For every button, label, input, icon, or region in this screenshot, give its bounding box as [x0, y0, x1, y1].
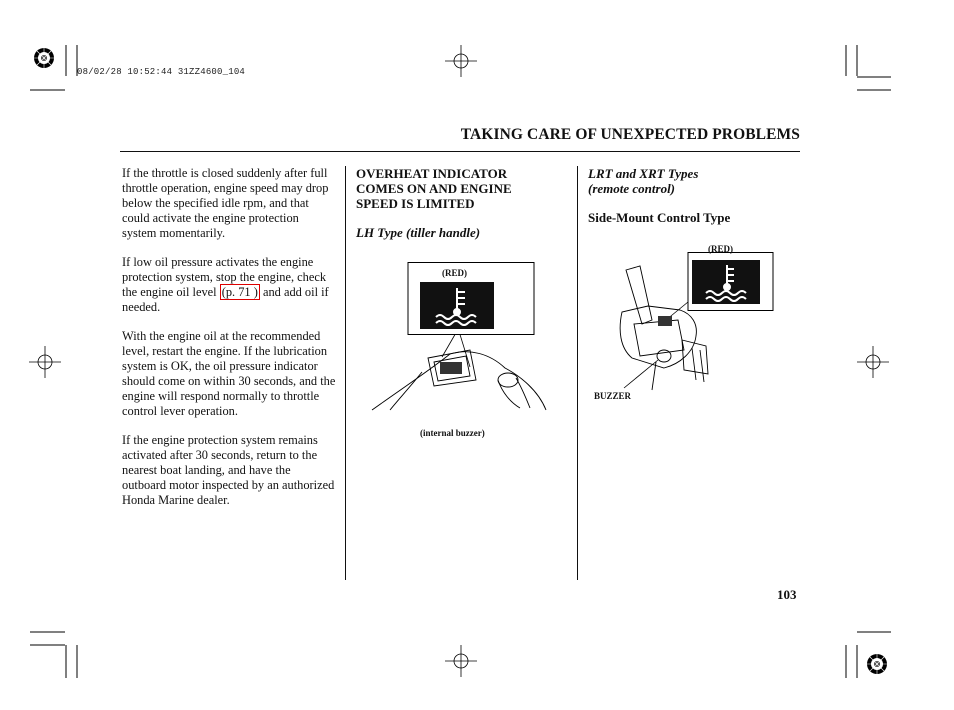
paragraph: If the engine protection system remains activated after 30 seconds, return to the nearest boat landing, and have the outboard motor inspected by an authorized Honda Marine dealer.: [122, 433, 335, 507]
red-indicator-label: (RED): [708, 244, 733, 254]
side-mount-illustration: [594, 240, 774, 405]
side-mount-figure: [594, 240, 774, 405]
subheading-line: LRT and XRT Types: [588, 166, 699, 181]
paragraph: If the throttle is closed suddenly after full throttle operation, engine speed may drop below the specified idle rpm, and that could activate the engine protection system momentarily.: [122, 166, 329, 240]
buzzer-label: BUZZER: [594, 391, 632, 401]
header-rule: [120, 151, 800, 152]
remote-type-subheading: [588, 166, 698, 196]
section-title: TAKING CARE OF UNEXPECTED PROBLEMS: [460, 126, 800, 143]
subheading-line: (remote control): [588, 181, 676, 196]
heading-line: COMES ON AND ENGINE: [356, 181, 512, 196]
column-divider: [345, 166, 346, 580]
column-divider: [577, 166, 578, 580]
tiller-illustration: [370, 262, 550, 422]
paragraph: With the engine oil at the recommended level, restart the engine. If the lubrication system is OK, the oil pressure indicator should come on within 30 seconds, and the engine will respond normally to throttle control lever operation.: [122, 329, 336, 418]
internal-buzzer-caption: (internal buzzer): [420, 428, 485, 438]
registration-mark-icon: [34, 48, 54, 68]
page-number: 103: [777, 587, 797, 602]
print-timestamp: 08/02/28 10:52:44 31ZZ4600_104: [77, 67, 246, 77]
heading-line: OVERHEAT INDICATOR: [356, 166, 508, 181]
left-column: [122, 166, 336, 522]
paragraph-text: and add oil if needed.: [122, 285, 329, 314]
paragraph-text: If low oil pressure activates the engine protection system, stop the engine, check the engine oil level: [122, 255, 327, 299]
heading-line: SPEED IS LIMITED: [356, 196, 475, 211]
tiller-handle-figure: [370, 262, 550, 422]
registration-mark-icon: [867, 654, 887, 674]
tiller-type-subheading: LH Type (tiller handle): [356, 225, 481, 240]
side-mount-heading: Side-Mount Control Type: [588, 210, 731, 225]
red-indicator-label: (RED): [442, 268, 467, 278]
page-reference-link[interactable]: (p. 71 ): [221, 285, 258, 299]
paragraph: [122, 255, 336, 315]
overheat-heading: [356, 166, 512, 211]
